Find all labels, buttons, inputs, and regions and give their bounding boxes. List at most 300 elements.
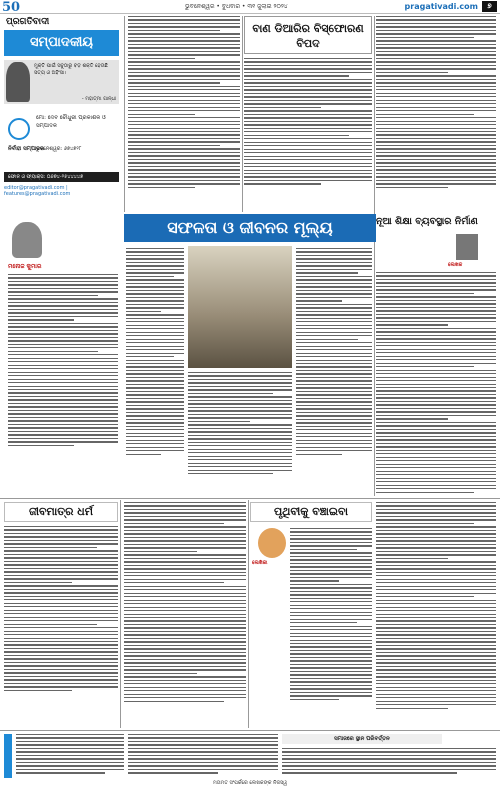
text-line [8,389,118,390]
text-line [290,573,372,574]
text-line [4,571,118,572]
text-line [290,612,372,613]
text-line [124,687,246,688]
text-line [126,346,184,347]
text-line [376,610,496,611]
text-line [124,652,246,653]
text-line [376,467,496,468]
text-line [296,335,372,336]
text-line [244,149,372,150]
text-line [290,685,372,686]
text-line [290,681,372,682]
text-line [124,638,246,639]
email-line[interactable]: editor@pragativadi.com | features@pragativadi.com [4,185,71,197]
article-column [376,502,496,709]
text-line [376,93,496,94]
text-line [296,286,372,287]
text-line [126,419,184,420]
text-line [376,296,496,297]
text-line [8,305,118,306]
text-line [124,572,246,573]
text-line [8,438,118,439]
text-line [376,141,496,142]
section-rule [0,730,500,731]
text-line [376,408,496,409]
text-line [128,152,240,153]
text-line [126,255,184,256]
text-line [376,509,496,510]
text-line [126,304,184,305]
text-line [126,447,184,448]
text-line [296,377,372,378]
text-line [290,542,372,543]
text-line [126,251,184,252]
text-line [376,134,496,135]
text-line [376,415,496,416]
main-article-column [296,248,372,455]
text-line [128,54,240,55]
text-line [128,176,240,177]
text-line [376,103,496,104]
text-line [244,138,372,139]
text-line [376,58,496,59]
text-line [244,58,372,59]
text-line [296,419,372,420]
text-line [296,398,372,399]
text-line [376,321,496,322]
text-line [4,624,97,625]
text-line [8,330,118,331]
text-line [376,648,496,649]
text-line [8,420,118,421]
text-line [128,166,240,167]
author-name: ଲେଖକ [448,262,463,268]
text-line [376,561,496,562]
text-line [376,183,496,184]
text-line [126,405,184,406]
text-line [4,540,118,541]
text-line [244,176,372,177]
text-line [296,391,372,392]
edition-logo-icon [8,118,30,140]
text-line [128,86,240,87]
text-line [126,436,184,437]
text-line [126,401,184,402]
text-line [282,758,496,759]
text-line [376,526,496,527]
text-line [128,124,240,125]
text-line [376,669,496,670]
text-line [124,523,224,524]
text-line [16,755,124,756]
text-line [188,456,292,457]
text-line [126,269,184,270]
text-line [376,620,496,621]
text-line [376,694,496,695]
text-line [376,676,496,677]
text-line [188,403,292,404]
text-line [16,769,124,770]
text-line [188,435,292,436]
text-line [124,603,246,604]
text-line [126,342,184,343]
text-line [4,547,97,548]
text-line [4,526,118,527]
author-name: ଲେଖିକା [252,560,268,566]
text-line [290,619,372,620]
text-line [296,290,372,291]
text-line [376,418,448,419]
text-line [188,428,292,429]
text-line [296,447,372,448]
text-line [4,672,118,673]
text-line [376,33,496,34]
text-line [376,680,496,681]
text-line [376,300,496,301]
text-line [128,748,278,749]
text-line [8,379,118,380]
text-line [282,751,496,752]
text-line [128,30,220,31]
text-line [124,648,246,649]
text-line [376,289,496,290]
text-line [376,655,496,656]
text-line [124,614,246,615]
text-line [376,502,496,503]
text-line [244,159,372,160]
text-line [376,572,496,573]
text-line [4,644,118,645]
text-line [4,529,118,530]
text-line [188,452,292,453]
edition-label: ନିର୍ବାହୀ ସମ୍ପାଦକ [8,146,45,152]
text-line [290,538,372,539]
text-line [296,363,372,364]
article-headline-box [4,502,118,522]
text-line [376,662,496,663]
author-photo [12,222,42,258]
text-line [126,363,184,364]
text-line [128,96,240,97]
text-line [128,758,278,759]
text-line [126,314,184,315]
text-line [296,436,372,437]
text-line [128,772,218,773]
column-rule [242,16,243,212]
text-line [376,652,496,653]
text-line [126,339,184,340]
text-line [124,502,246,503]
text-line [124,607,246,608]
top-strip [0,0,500,14]
text-line [296,349,372,350]
text-line [376,37,474,38]
text-line [244,75,349,76]
text-line [126,398,184,399]
text-line [124,505,246,506]
text-line [8,427,118,428]
text-line [16,751,124,752]
text-line [376,603,496,604]
text-line [124,544,246,545]
text-line [290,594,372,595]
text-line [128,58,195,59]
text-line [244,156,372,157]
column-rule [374,16,375,496]
text-line [296,415,372,416]
text-line [16,737,124,738]
text-line [8,372,118,373]
text-line [244,100,372,101]
text-line [244,152,372,153]
text-line [8,337,118,338]
text-line [124,579,246,580]
text-line [188,438,292,439]
text-line [376,519,496,520]
text-line [4,536,118,537]
text-line [376,384,496,385]
text-line [244,79,372,80]
text-line [376,394,496,395]
text-line [376,131,496,132]
text-line [296,454,342,455]
text-line [296,380,372,381]
gandhi-portrait-icon [6,62,30,102]
text-line [376,138,496,139]
text-line [296,443,372,444]
text-line [124,516,246,517]
text-line [124,551,197,552]
text-line [126,377,184,378]
text-line [128,65,240,66]
text-line [4,676,118,677]
text-line [128,183,240,184]
text-line [376,124,496,125]
text-line [296,262,372,263]
text-line [126,300,184,301]
text-line [290,622,357,623]
text-line [376,690,496,691]
text-line [296,342,372,343]
text-line [4,606,118,607]
text-line [290,660,372,661]
bottom-headline: ସମାଜରେ ସ୍ଥାନ ପରିବର୍ତ୍ତନ [282,734,442,744]
text-line [124,655,246,656]
text-line [376,432,496,433]
text-line [376,425,496,426]
text-line [376,380,496,381]
text-line [124,593,246,594]
text-line [376,286,496,287]
text-line [8,375,118,376]
text-line [296,251,372,252]
text-line [16,765,124,766]
text-line [128,741,278,742]
text-line [124,512,246,513]
article-column [128,16,240,188]
text-line [124,610,246,611]
text-line [376,593,496,594]
text-line [376,631,496,632]
site-url[interactable]: pragativadi.com [404,2,478,11]
text-line [290,552,372,553]
text-line [376,117,496,118]
text-line [8,445,74,446]
text-line [376,272,496,273]
text-line [4,585,118,586]
text-line [8,281,118,282]
article-column [282,748,496,774]
text-line [376,176,496,177]
text-line [376,568,496,569]
text-line [8,368,118,369]
text-line [376,352,496,353]
text-line [296,429,372,430]
text-line [128,762,278,763]
author-photo [258,528,286,558]
text-line [126,412,184,413]
text-line [128,744,278,745]
text-line [244,61,372,62]
text-line [4,582,72,583]
text-line [244,124,372,125]
text-line [8,319,74,320]
text-line [376,19,496,20]
text-line [126,353,184,354]
text-line [376,645,496,646]
text-line [8,316,118,317]
text-line [128,751,278,752]
text-line [376,23,496,24]
text-line [244,107,321,108]
text-line [8,354,118,355]
text-line [290,577,372,578]
text-line [290,601,372,602]
text-line [282,765,496,766]
text-line [290,566,372,567]
text-line [126,387,184,388]
text-line [376,582,496,583]
text-line [8,417,118,418]
text-line [128,155,240,156]
text-line [376,659,496,660]
text-line [296,293,372,294]
text-line [128,19,240,20]
text-line [124,600,246,601]
text-line [8,403,118,404]
text-line [376,614,496,615]
text-line [376,533,496,534]
text-line [8,302,118,303]
text-line [376,338,496,339]
text-line [188,442,292,443]
text-line [8,347,118,348]
text-line [376,356,496,357]
text-line [124,627,246,628]
text-line [290,653,372,654]
text-line [128,180,240,181]
text-line [188,421,250,422]
text-line [244,110,372,111]
text-line [126,370,184,371]
text-line [376,634,496,635]
text-line [126,279,184,280]
text-line [8,399,118,400]
text-line [4,617,118,618]
text-line [376,446,496,447]
text-line [376,75,496,76]
text-line [376,516,496,517]
text-line [376,110,496,111]
text-line [126,394,184,395]
text-line [4,686,118,687]
text-line [16,741,124,742]
text-line [376,505,496,506]
text-line [290,580,339,581]
text-line [376,704,496,705]
text-line [376,54,496,55]
text-line [126,450,184,451]
text-line [376,488,496,489]
text-line [8,441,118,442]
text-line [376,443,496,444]
text-line [290,570,372,571]
text-line [8,392,118,393]
text-line [376,551,496,552]
text-line [290,584,372,585]
text-line [8,309,118,310]
text-line [188,463,292,464]
text-line [376,275,496,276]
article-column [124,502,246,702]
text-line [128,100,240,101]
text-line [290,643,372,644]
text-line [244,72,372,73]
editorial-section-title: ସମ୍ପାଦକୀୟ [4,30,119,56]
article-headline-box [244,16,372,54]
text-line [126,356,174,357]
text-line [290,674,372,675]
text-line [126,443,184,444]
text-line [4,613,118,614]
text-line [126,335,184,336]
text-line [124,666,246,667]
text-line [376,697,496,698]
text-line [8,291,118,292]
text-line [296,412,372,413]
text-line [376,373,496,374]
text-line [188,410,292,411]
text-line [124,547,246,548]
text-line [376,666,496,667]
text-line [376,492,474,493]
text-line [244,131,372,132]
text-line [376,335,496,336]
text-line [376,328,496,329]
text-line [376,411,496,412]
text-line [290,528,372,529]
text-line [296,339,358,340]
main-author-name: ମନୋଜ କୁମାର [8,263,42,270]
text-line [376,404,496,405]
text-line [296,300,342,301]
text-line [124,624,246,625]
text-line [4,683,118,684]
text-line [128,79,240,80]
text-line [16,762,124,763]
text-line [128,47,240,48]
text-line [376,303,496,304]
